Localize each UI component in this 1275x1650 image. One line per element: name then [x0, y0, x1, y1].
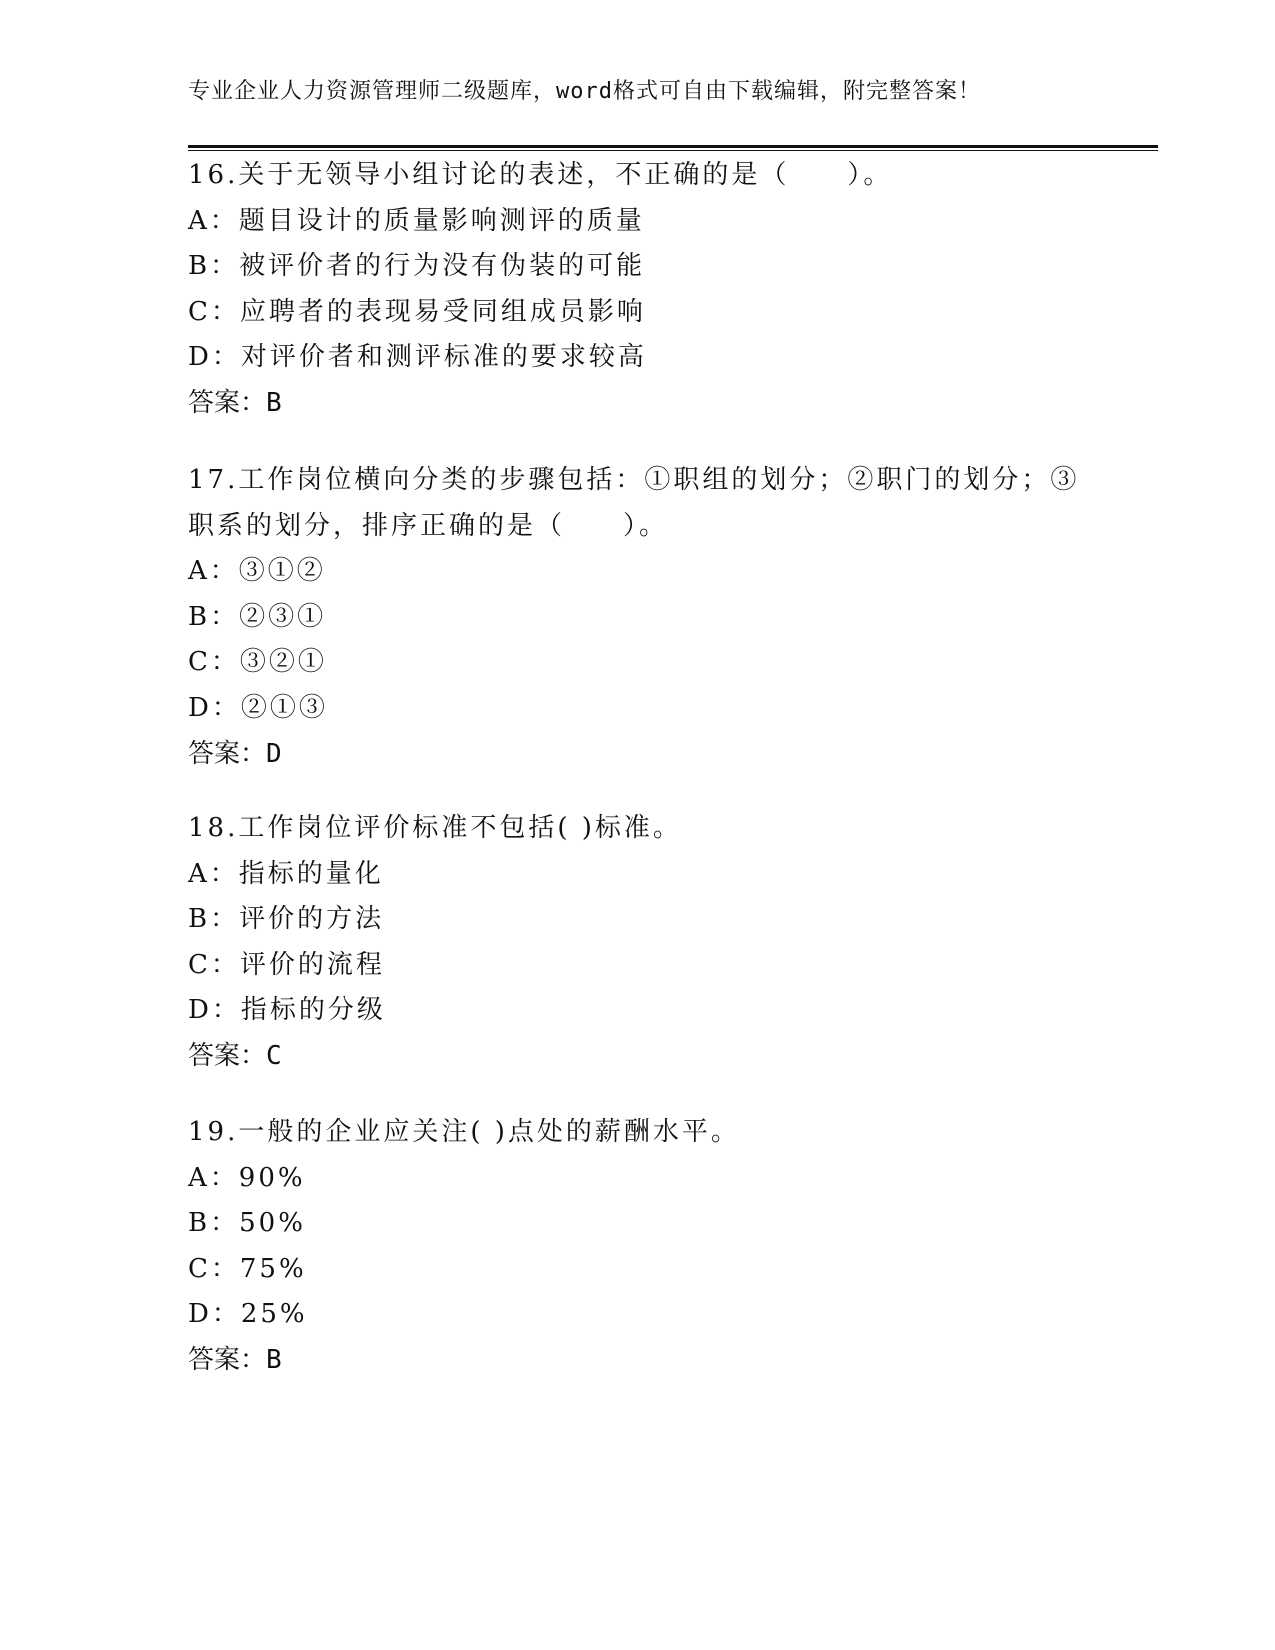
option-a: A：90% — [188, 1162, 306, 1193]
option-a: A：③①② — [188, 556, 326, 587]
question-19 — [188, 1110, 1088, 1384]
option-c: C：应聘者的表现易受同组成员影响 — [188, 296, 646, 327]
question-18 — [188, 806, 1088, 1080]
answer-line — [188, 1338, 1088, 1384]
question-stem-continued: 职系的划分，排序正确的是（ ）。 — [188, 510, 669, 541]
question-16 — [188, 153, 1088, 427]
answer-value: B — [266, 1344, 282, 1375]
answer-label: 答案： — [188, 1040, 267, 1071]
question-stem: 18.工作岗位评价标准不包括( )标准。 — [188, 813, 682, 843]
option-a: A：指标的量化 — [188, 858, 384, 889]
option-d: D：指标的分级 — [188, 995, 386, 1026]
option-d: D：②①③ — [188, 692, 328, 723]
header-divider-thick — [188, 145, 1158, 148]
option-d: D：对评价者和测评标准的要求较高 — [188, 342, 647, 373]
answer-value: D — [266, 738, 282, 769]
answer-value: B — [266, 387, 282, 418]
option-c: C：③②① — [188, 647, 327, 678]
answer-label: 答案： — [188, 387, 267, 418]
answer-label: 答案： — [188, 738, 267, 769]
option-c: C：评价的流程 — [188, 949, 385, 980]
option-c: C：75% — [188, 1253, 307, 1284]
answer-line — [188, 381, 1088, 427]
header-divider-thin — [188, 150, 1158, 151]
option-b: B：被评价者的行为没有伪装的可能 — [188, 251, 646, 282]
option-b: B：②③① — [188, 601, 327, 632]
option-a: A：题目设计的质量影响测评的质量 — [188, 205, 645, 236]
option-b: B：评价的方法 — [188, 904, 385, 935]
option-b: B：50% — [188, 1208, 306, 1239]
answer-value: C — [266, 1040, 282, 1071]
question-stem: 17.工作岗位横向分类的步骤包括：①职组的划分；②职门的划分；③ — [188, 465, 1080, 495]
answer-line — [188, 1034, 1088, 1080]
question-stem: 16.关于无领导小组讨论的表述，不正确的是（ ）。 — [188, 160, 893, 190]
question-stem: 19.一般的企业应关注( )点处的薪酬水平。 — [188, 1117, 740, 1147]
answer-line — [188, 732, 1088, 778]
option-d: D：25% — [188, 1299, 308, 1330]
question-17 — [188, 458, 1088, 777]
answer-label: 答案： — [188, 1344, 267, 1375]
document-header: 专业企业人力资源管理师二级题库，word格式可自由下载编辑，附完整答案！ — [188, 79, 981, 104]
